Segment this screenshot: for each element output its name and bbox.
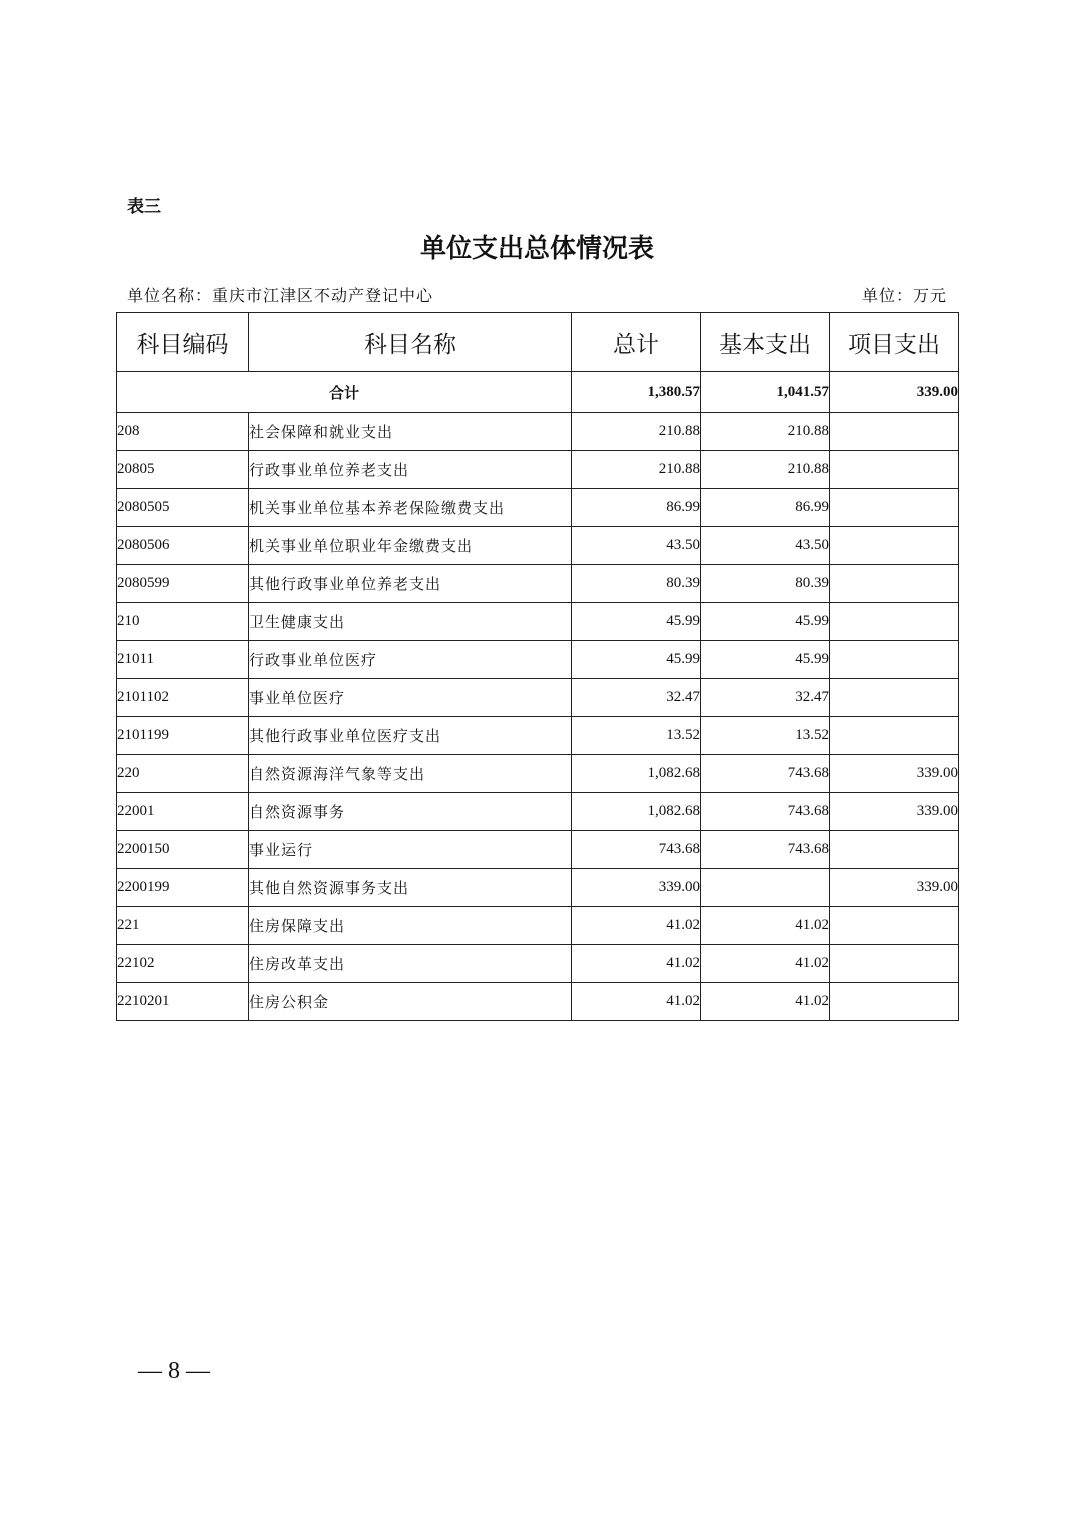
- total-project: 339.00: [830, 372, 959, 413]
- row-total: 41.02: [572, 983, 701, 1021]
- page-number: — 8 —: [138, 1358, 210, 1384]
- row-project: [830, 565, 959, 603]
- subject-name: 行政事业单位养老支出: [249, 451, 572, 489]
- table-body: [117, 372, 959, 1021]
- row-total: 45.99: [572, 641, 701, 679]
- column-header-basic: 基本支出: [701, 313, 830, 372]
- row-total: 43.50: [572, 527, 701, 565]
- table-row: [117, 413, 959, 451]
- row-basic: 80.39: [701, 565, 830, 603]
- column-header-name: 科目名称: [249, 313, 572, 372]
- row-basic: 210.88: [701, 451, 830, 489]
- row-basic: 41.02: [701, 945, 830, 983]
- row-project: [830, 907, 959, 945]
- row-basic: 32.47: [701, 679, 830, 717]
- row-total: 41.02: [572, 907, 701, 945]
- row-total: 41.02: [572, 945, 701, 983]
- row-total: 1,082.68: [572, 793, 701, 831]
- subject-name: 自然资源事务: [249, 793, 572, 831]
- subject-code: 208: [117, 413, 249, 451]
- page-title: 单位支出总体情况表: [419, 234, 654, 264]
- row-total: 1,082.68: [572, 755, 701, 793]
- table-row: [117, 489, 959, 527]
- row-basic: 13.52: [701, 717, 830, 755]
- row-total: 80.39: [572, 565, 701, 603]
- table-label: 表三: [127, 197, 161, 217]
- expenditure-table: [116, 312, 959, 1021]
- subject-name: 事业运行: [249, 831, 572, 869]
- row-total: 743.68: [572, 831, 701, 869]
- row-project: 339.00: [830, 793, 959, 831]
- table-row: [117, 641, 959, 679]
- subject-name: 机关事业单位职业年金缴费支出: [249, 527, 572, 565]
- column-header-project: 项目支出: [830, 313, 959, 372]
- subject-code: 22001: [117, 793, 249, 831]
- row-total: 13.52: [572, 717, 701, 755]
- row-project: [830, 679, 959, 717]
- table-row: [117, 679, 959, 717]
- subject-name: 事业单位医疗: [249, 679, 572, 717]
- total-label: 合计: [117, 372, 572, 413]
- row-total: 86.99: [572, 489, 701, 527]
- row-project: [830, 489, 959, 527]
- subject-code: 2210201: [117, 983, 249, 1021]
- subject-name: 住房改革支出: [249, 945, 572, 983]
- subject-code: 2080506: [117, 527, 249, 565]
- subject-name: 其他行政事业单位养老支出: [249, 565, 572, 603]
- subject-code: 220: [117, 755, 249, 793]
- subject-code: 2200199: [117, 869, 249, 907]
- row-basic: 743.68: [701, 793, 830, 831]
- subject-code: 2200150: [117, 831, 249, 869]
- row-basic: 43.50: [701, 527, 830, 565]
- subject-code: 2080505: [117, 489, 249, 527]
- table-row: [117, 755, 959, 793]
- subject-name: 社会保障和就业支出: [249, 413, 572, 451]
- row-total: 45.99: [572, 603, 701, 641]
- row-basic: 41.02: [701, 907, 830, 945]
- row-project: [830, 831, 959, 869]
- table-row: [117, 831, 959, 869]
- table-header-row: [117, 313, 959, 372]
- total-sum: 1,380.57: [572, 372, 701, 413]
- subject-name: 自然资源海洋气象等支出: [249, 755, 572, 793]
- table-row: [117, 451, 959, 489]
- table-row: [117, 793, 959, 831]
- row-project: [830, 641, 959, 679]
- row-project: 339.00: [830, 869, 959, 907]
- table-row: [117, 945, 959, 983]
- subject-name: 其他行政事业单位医疗支出: [249, 717, 572, 755]
- subject-code: 20805: [117, 451, 249, 489]
- row-project: [830, 527, 959, 565]
- row-total: 210.88: [572, 451, 701, 489]
- row-basic: 45.99: [701, 641, 830, 679]
- subject-name: 卫生健康支出: [249, 603, 572, 641]
- table-row: [117, 717, 959, 755]
- row-basic: [701, 869, 830, 907]
- subject-code: 210: [117, 603, 249, 641]
- row-basic: 210.88: [701, 413, 830, 451]
- table-row: [117, 983, 959, 1021]
- column-header-total: 总计: [572, 313, 701, 372]
- row-basic: 743.68: [701, 755, 830, 793]
- subject-code: 22102: [117, 945, 249, 983]
- currency-unit: 单位：万元: [861, 286, 947, 305]
- table-row: [117, 603, 959, 641]
- row-project: [830, 603, 959, 641]
- row-project: [830, 413, 959, 451]
- unit-name: 单位名称：重庆市江津区不动产登记中心: [127, 286, 434, 305]
- row-basic: 743.68: [701, 831, 830, 869]
- row-project: 339.00: [830, 755, 959, 793]
- table-row: [117, 907, 959, 945]
- row-project: [830, 717, 959, 755]
- table-row: [117, 527, 959, 565]
- row-project: [830, 945, 959, 983]
- row-project: [830, 451, 959, 489]
- column-header-code: 科目编码: [117, 313, 249, 372]
- subject-name: 住房保障支出: [249, 907, 572, 945]
- subject-code: 21011: [117, 641, 249, 679]
- row-basic: 45.99: [701, 603, 830, 641]
- row-basic: 86.99: [701, 489, 830, 527]
- row-total: 339.00: [572, 869, 701, 907]
- subject-code: 221: [117, 907, 249, 945]
- subject-name: 机关事业单位基本养老保险缴费支出: [249, 489, 572, 527]
- subject-name: 住房公积金: [249, 983, 572, 1021]
- subject-name: 其他自然资源事务支出: [249, 869, 572, 907]
- table-row: [117, 565, 959, 603]
- row-project: [830, 983, 959, 1021]
- subject-name: 行政事业单位医疗: [249, 641, 572, 679]
- row-total: 32.47: [572, 679, 701, 717]
- row-basic: 41.02: [701, 983, 830, 1021]
- table-row: [117, 869, 959, 907]
- total-row: [117, 372, 959, 413]
- subject-code: 2101102: [117, 679, 249, 717]
- total-basic: 1,041.57: [701, 372, 830, 413]
- row-total: 210.88: [572, 413, 701, 451]
- subject-code: 2101199: [117, 717, 249, 755]
- subject-code: 2080599: [117, 565, 249, 603]
